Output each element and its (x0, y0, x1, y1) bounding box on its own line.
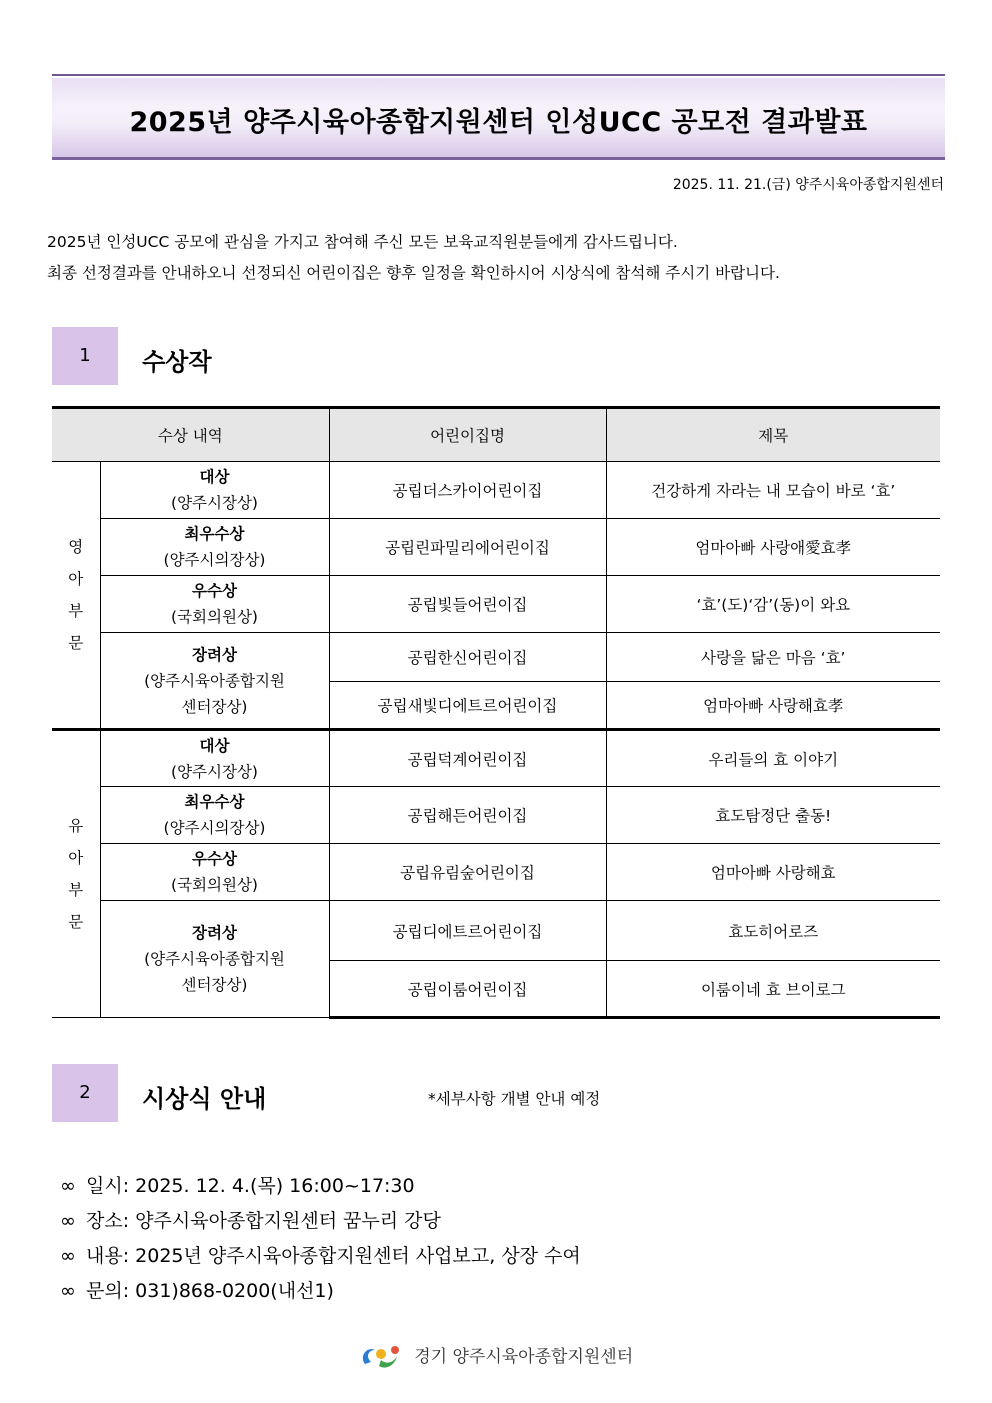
entry-title: ‘효’(도)‘감’(동)이 와요 (606, 576, 940, 633)
center-name: 공립덕계어린이집 (329, 730, 606, 787)
org-logo-icon (359, 1342, 405, 1372)
entry-title: 효도히어로즈 (606, 901, 940, 961)
table-row (52, 462, 940, 519)
award-issuer-cont: 센터장상) (181, 976, 248, 994)
intro-line-1: 2025년 인성UCC 공모에 관심을 가지고 참여해 주신 모든 보육교직원분들에게 감사드립니다. (47, 233, 678, 251)
table-row (52, 576, 940, 633)
entry-title: 엄마아빠 사랑애愛효孝 (606, 519, 940, 576)
infinity-bullet-icon: ∞ (60, 1245, 76, 1267)
award-name: 대상 (199, 736, 230, 755)
header-center: 어린이집명 (329, 408, 606, 462)
infinity-bullet-icon: ∞ (60, 1175, 76, 1197)
center-name: 공립이룸어린이집 (329, 961, 606, 1018)
section-1-title: 수상작 (142, 348, 212, 376)
award-issuer: (양주시육아종합지원 (144, 671, 285, 690)
entry-title: 효도탐정단 출동! (606, 787, 940, 844)
table-row (52, 519, 940, 576)
center-name: 공립더스카이어린이집 (329, 462, 606, 519)
info-item: ∞ 문의: 031)868-0200(내선1) (60, 1280, 334, 1302)
award-issuer-cont: 센터장상) (181, 697, 248, 716)
section-2-number: 2 (52, 1064, 118, 1122)
award-name: 대상 (199, 468, 230, 486)
infinity-bullet-icon: ∞ (60, 1280, 76, 1302)
footer-org-name: 경기 양주시육아종합지원센터 (414, 1347, 634, 1367)
header-award: 수상 내역 (52, 408, 329, 462)
title-banner (52, 74, 945, 160)
award-name: 최우수상 (184, 525, 245, 543)
award-cell (100, 730, 329, 787)
table-row (52, 787, 940, 844)
award-cell (100, 901, 329, 1018)
infinity-bullet-icon: ∞ (60, 1210, 76, 1232)
award-issuer: (국회의원상) (171, 876, 258, 894)
division-label: 영 아 부 문 (52, 462, 100, 730)
entry-title: 사랑을 닮은 마음 ‘효’ (606, 633, 940, 682)
award-cell (100, 462, 329, 519)
award-name: 우수상 (192, 582, 237, 600)
table-row (52, 901, 940, 961)
award-cell (100, 519, 329, 576)
center-name: 공립해든어린이집 (329, 787, 606, 844)
entry-title: 엄마아빠 사랑해효孝 (606, 682, 940, 730)
section-2-title: 시상식 안내 (142, 1085, 267, 1113)
info-item: ∞ 내용: 2025년 양주시육아종합지원센터 사업보고, 상장 수여 (60, 1245, 581, 1267)
section-1-number: 1 (52, 327, 118, 385)
center-name: 공립유림숲어린이집 (329, 844, 606, 901)
award-name: 우수상 (192, 850, 237, 868)
award-issuer: (국회의원상) (171, 608, 258, 626)
award-issuer: (양주시장상) (171, 762, 258, 781)
info-item: ∞ 장소: 양주시육아종합지원센터 꿈누리 강당 (60, 1210, 441, 1232)
award-cell (100, 787, 329, 844)
award-issuer: (양주시의장상) (163, 551, 266, 569)
entry-title: 건강하게 자라는 내 모습이 바로 ‘효’ (606, 462, 940, 519)
center-name: 공립새빛디에트르어린이집 (329, 682, 606, 730)
award-table (52, 406, 940, 1019)
division-label: 유 아 부 문 (52, 730, 100, 1018)
center-name: 공립린파밀리에어린이집 (329, 519, 606, 576)
page-title: 2025년 양주시육아종합지원센터 인성UCC 공모전 결과발표 (129, 107, 868, 138)
entry-title: 우리들의 효 이야기 (606, 730, 940, 787)
section-2-note: *세부사항 개별 안내 예정 (428, 1090, 601, 1108)
center-name: 공립빛들어린이집 (329, 576, 606, 633)
entry-title: 엄마아빠 사랑해효 (606, 844, 940, 901)
footer (0, 1342, 992, 1372)
table-row (52, 730, 940, 787)
award-name: 최우수상 (184, 793, 245, 811)
entry-title: 이룸이네 효 브이로그 (606, 961, 940, 1018)
center-name: 공립한신어린이집 (329, 633, 606, 682)
award-cell (100, 844, 329, 901)
award-issuer: (양주시육아종합지원 (144, 950, 285, 968)
award-cell (100, 633, 329, 730)
date-line: 2025. 11. 21.(금) 양주시육아종합지원센터 (672, 177, 944, 193)
table-row (52, 633, 940, 682)
header-title: 제목 (606, 408, 940, 462)
award-cell (100, 576, 329, 633)
award-name: 장려상 (192, 645, 237, 664)
intro-line-2: 최종 선정결과를 안내하오니 선정되신 어린이집은 향후 일정을 확인하시어 시상식에 참석해 주시기 바랍니다. (47, 264, 780, 282)
info-item: ∞ 일시: 2025. 12. 4.(목) 16:00~17:30 (60, 1175, 415, 1197)
center-name: 공립디에트르어린이집 (329, 901, 606, 961)
award-issuer: (양주시의장상) (163, 819, 266, 837)
table-row (52, 844, 940, 901)
award-name: 장려상 (192, 924, 237, 942)
award-issuer: (양주시장상) (171, 494, 258, 512)
